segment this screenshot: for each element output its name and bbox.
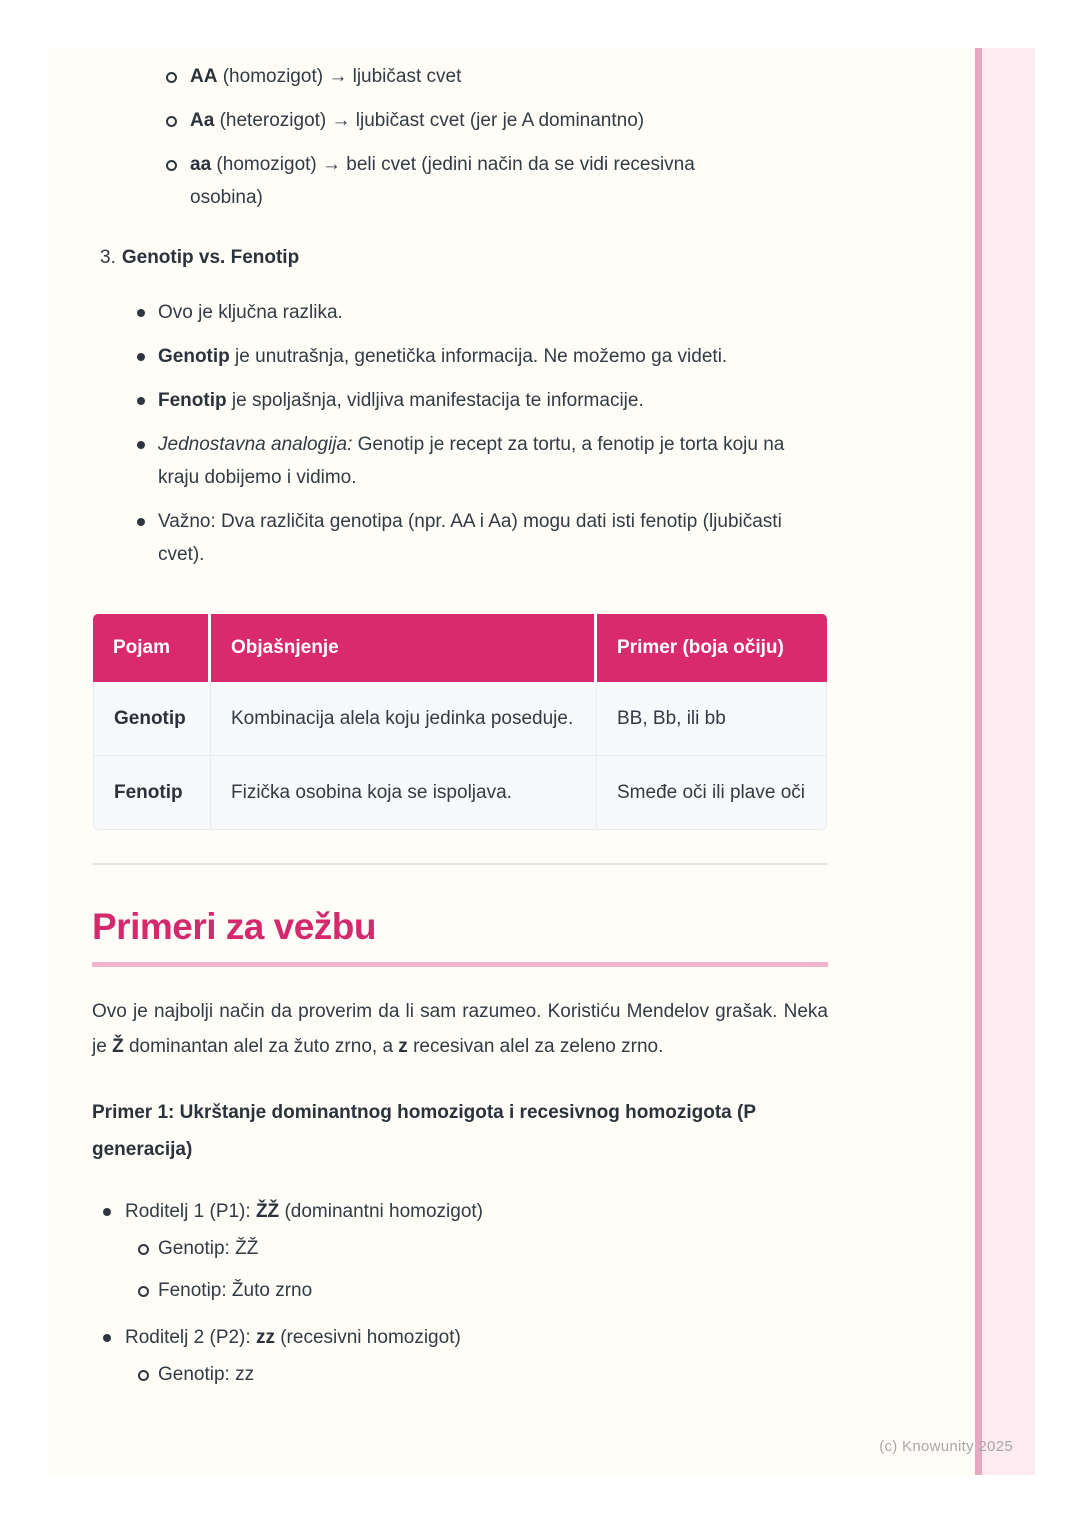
list-item bbox=[158, 296, 828, 329]
copyright-watermark: (c) Knowunity 2025 bbox=[879, 1438, 1013, 1455]
list-item-text: (homozigot) → beli cvet (jedini način da se vidi recesivna osobina) bbox=[190, 154, 695, 208]
list-item bbox=[158, 1358, 828, 1391]
table-cell-explanation: Kombinacija alela koju jedinka poseduje. bbox=[211, 682, 597, 756]
list-item-text: Važno: Dva različita genotipa (npr. AA i Aa) mogu dati isti fenotip (ljubičasti cvet). bbox=[158, 511, 782, 565]
list-item bbox=[158, 1232, 828, 1265]
list-item-text: Genotip je recept za tortu, a fenotip je torta koju na kraju dobijemo i vidimo. bbox=[158, 434, 785, 488]
list-item bbox=[158, 384, 828, 417]
term-italic: Jednostavna analogija: bbox=[158, 434, 353, 455]
paragraph-text: recesivan alel za zeleno zrno. bbox=[407, 1036, 664, 1057]
parent2-item bbox=[125, 1321, 828, 1391]
table-cell-example: Smeđe oči ili plave oči bbox=[597, 756, 827, 830]
document-page bbox=[48, 48, 1035, 1475]
page-edge-stripe-panel bbox=[982, 48, 1035, 1475]
list-item-text: je unutrašnja, genetička informacija. Ne možemo ga videti. bbox=[229, 346, 728, 367]
genotype-phenotype-table bbox=[93, 614, 827, 830]
list-item-text: je spoljašnja, vidljiva manifestacija te informacije. bbox=[226, 390, 644, 411]
list-item bbox=[190, 148, 770, 214]
section-divider bbox=[92, 863, 828, 865]
list-item bbox=[158, 1274, 828, 1307]
parent1-sublist bbox=[125, 1232, 828, 1307]
term-bold: Genotip bbox=[158, 346, 230, 367]
genotype-bold: zz bbox=[255, 1327, 275, 1348]
list-item bbox=[190, 60, 770, 93]
parents-list bbox=[92, 1195, 828, 1391]
section-title: Genotip vs. Fenotip bbox=[121, 247, 300, 268]
table-cell-term: Fenotip bbox=[93, 756, 211, 830]
paragraph-text: dominantan alel za žuto zrno, a bbox=[123, 1036, 399, 1057]
text-column bbox=[92, 48, 828, 1405]
list-item-text: (heterozigot) → ljubičast cvet (jer je A dominantno) bbox=[214, 110, 645, 131]
paragraph-text: Ovo je najbolji način da proverim da li sam razumeo. Koristiću Mendelov grašak. Neka je bbox=[92, 1001, 828, 1057]
allele-symbol: aa bbox=[190, 154, 212, 175]
list-item-text: Ovo je ključna razlika. bbox=[158, 302, 343, 323]
allele-symbol: AA bbox=[190, 66, 218, 87]
list-item bbox=[158, 340, 828, 373]
term-bold: Fenotip bbox=[158, 390, 227, 411]
parent-desc: (dominantni homozigot) bbox=[279, 1201, 483, 1222]
parent-label: Roditelj 1 (P1): bbox=[125, 1201, 256, 1222]
parent1-item bbox=[125, 1195, 828, 1307]
page-title: Primeri za vežbu bbox=[92, 906, 828, 967]
table-header-primer: Primer (boja očiju) bbox=[597, 614, 827, 682]
table-header-row bbox=[93, 614, 827, 682]
list-item-text: Genotip: ŽŽ bbox=[158, 1238, 259, 1259]
section-number: 3. bbox=[100, 247, 116, 268]
table-cell-explanation: Fizička osobina koja se ispoljava. bbox=[211, 756, 597, 830]
allele-symbol: z bbox=[398, 1036, 408, 1057]
table-cell-example: BB, Bb, ili bb bbox=[597, 682, 827, 756]
parent2-sublist bbox=[125, 1358, 828, 1391]
list-item bbox=[190, 104, 770, 137]
list-item-text: (homozigot) → ljubičast cvet bbox=[217, 66, 462, 87]
allele-symbol: Ž bbox=[112, 1036, 124, 1057]
allele-list bbox=[92, 60, 828, 214]
list-item-text: Genotip: zz bbox=[158, 1364, 255, 1385]
table-header-objasnjenje: Objašnjenje bbox=[211, 614, 597, 682]
table-cell-term: Genotip bbox=[93, 682, 211, 756]
list-item bbox=[158, 505, 828, 571]
intro-paragraph bbox=[92, 994, 828, 1064]
parent-desc: (recesivni homozigot) bbox=[274, 1327, 461, 1348]
section-heading-genotip-vs-fenotip bbox=[92, 241, 828, 274]
page-edge-stripe-line bbox=[975, 48, 982, 1475]
parent-label: Roditelj 2 (P2): bbox=[125, 1327, 256, 1348]
example1-heading: Primer 1: Ukrštanje dominantnog homozigota i recesivnog homozigota (P generacija) bbox=[92, 1102, 756, 1160]
genotype-bold: ŽŽ bbox=[255, 1201, 280, 1222]
list-item-text: Fenotip: Žuto zrno bbox=[158, 1280, 313, 1301]
list-item bbox=[158, 428, 828, 494]
table-row bbox=[93, 756, 827, 830]
table-row bbox=[93, 682, 827, 756]
table-header-pojam: Pojam bbox=[93, 614, 211, 682]
section-bullet-list bbox=[92, 296, 828, 571]
allele-symbol: Aa bbox=[190, 110, 215, 131]
